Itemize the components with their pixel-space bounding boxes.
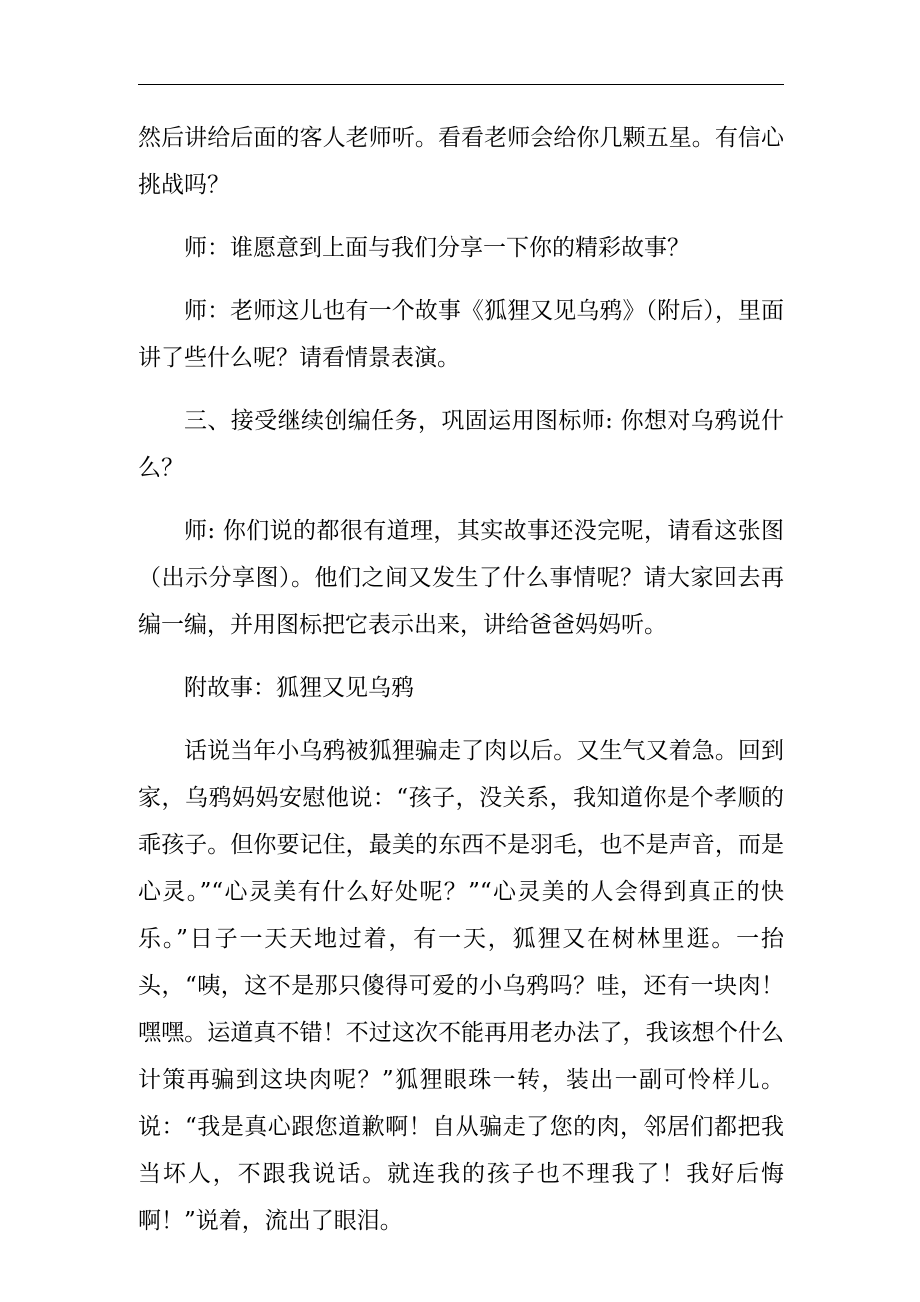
paragraph-teacher-invite: 师：谁愿意到上面与我们分享一下你的精彩故事？ <box>184 235 690 261</box>
document-body <box>138 115 784 1261</box>
paragraph-teacher-task: 师: 你们说的都很有道理，其实故事还没完呢，请看这张图（出示分享图）。他们之间又发生了什么事情呢？请大家回去再编一编，并用图标把它表示出来，讲给爸爸妈妈听。 <box>138 518 784 638</box>
paragraph-story-body: 话说当年小乌鸦被狐狸骗走了肉以后。又生气又着急。回到家，乌鸦妈妈安慰他说：“孩子，没关系，我知道你是个孝顺的乖孩子。但你要记住，最美的东西不是羽毛，也不是声音，而是心灵。”“心灵美有什么好处呢？”“心灵美的人会得到真正的快乐。”日子一天天地过着，有一天，狐狸又在树林里逛。一抬头，“咦，这不是那只傻得可爱的小乌鸦吗？哇，还有一块肉！嘿嘿。运道真不错！不过这次不能再用老办法了，我该想个什么计策再骗到这块肉呢？”狐狸眼珠一转，装出一副可怜样儿。说：“我是真心跟您道歉啊！自从骗走了您的肉，邻居们都把我当坏人，不跟我说话。就连我的孩子也不理我了！我好后悔啊！”说着，流出了眼泪。 <box>138 738 784 1234</box>
paragraph-teacher-story: 师：老师这儿也有一个故事《狐狸又见乌鸦》（附后），里面讲了些什么呢？请看情景表演。 <box>138 298 784 371</box>
header-rule <box>138 84 784 85</box>
paragraph-section-three: 三、接受继续创编任务，巩固运用图标师: 你想对乌鸦说什么？ <box>138 408 784 481</box>
paragraph-continuation: 然后讲给后面的客人老师听。看看老师会给你几颗五星。有信心挑战吗？ <box>138 125 784 198</box>
paragraph-appendix-title: 附故事：狐狸又见乌鸦 <box>184 675 414 701</box>
